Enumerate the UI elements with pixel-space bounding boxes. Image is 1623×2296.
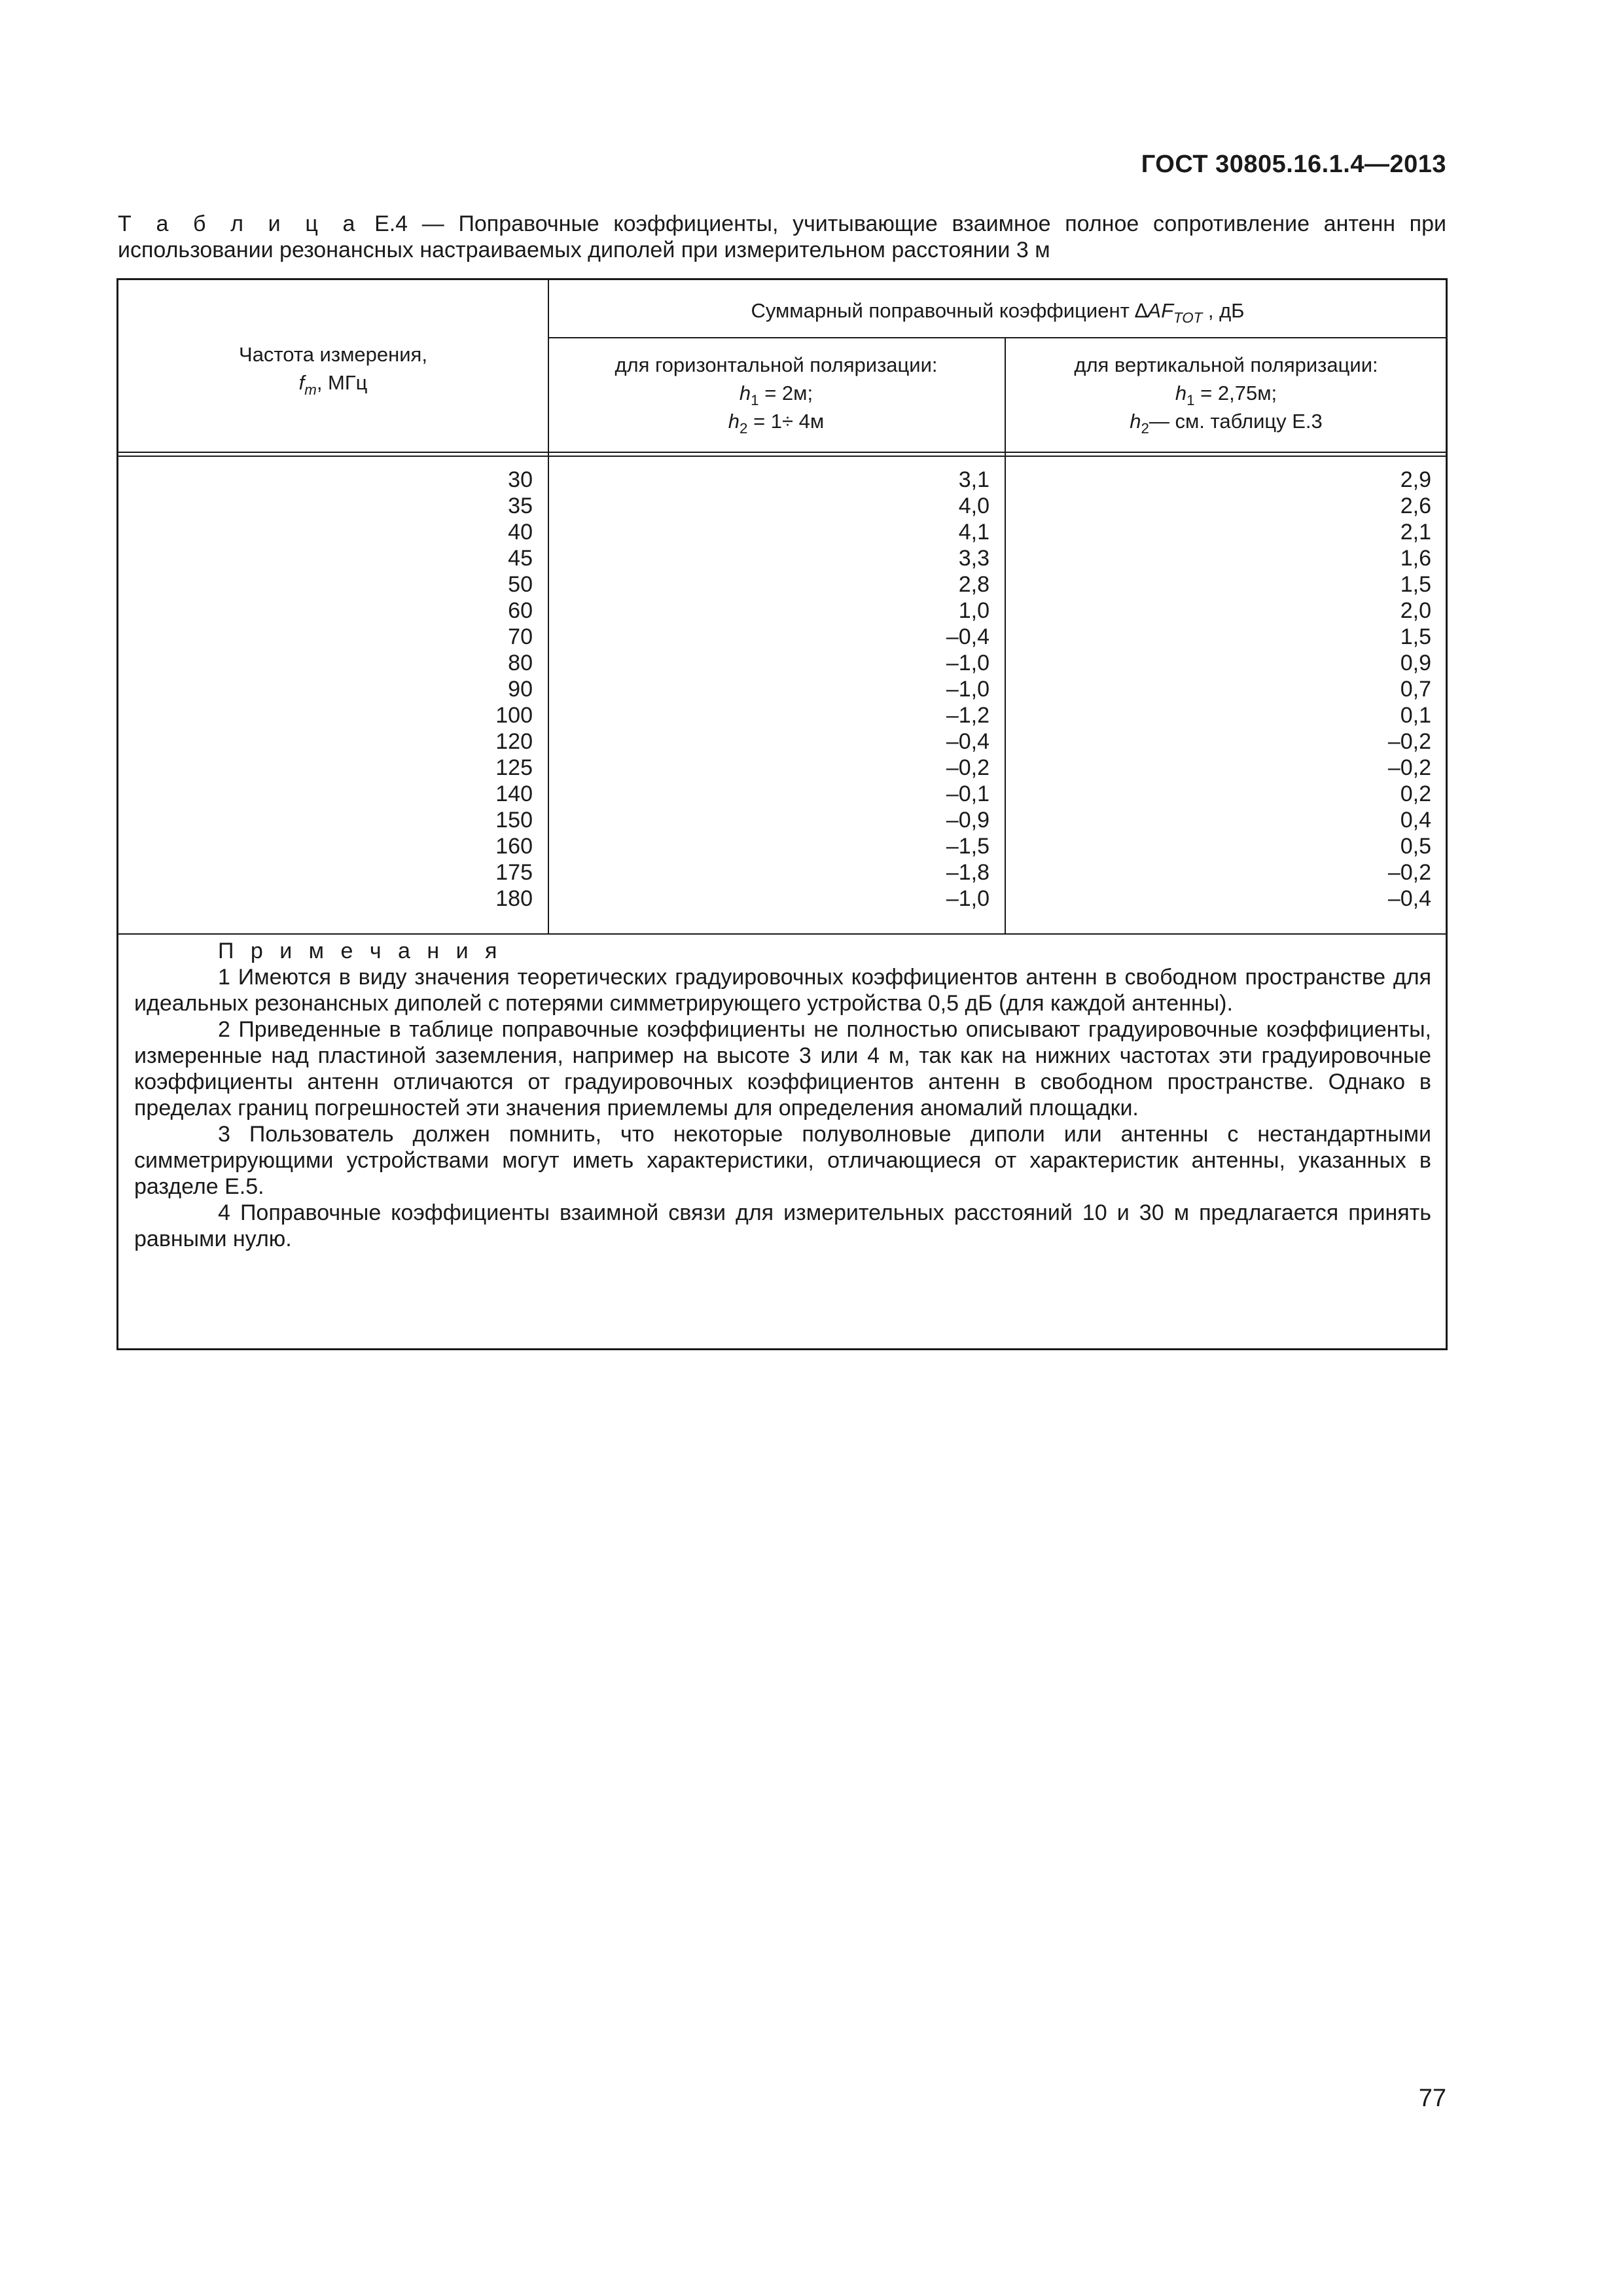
data-bottom-line — [118, 933, 1446, 935]
header-vertical — [1005, 351, 1448, 435]
note-item: 4 Поправочные коэффициенты взаимной связи для измерительных расстояний 10 и 30 м предлагается принять равными нулю. — [134, 1200, 1431, 1251]
frequency-cell: 60 — [508, 598, 533, 623]
frequency-cell: 45 — [508, 546, 533, 571]
vertical-value-cell: –0,4 — [1387, 886, 1431, 911]
frequency-cell: 70 — [508, 624, 533, 649]
vertical-value-cell: 2,1 — [1400, 520, 1431, 545]
header-bottom-line — [118, 452, 1446, 453]
total-symbol: AF — [1147, 299, 1174, 322]
total-unit: , дБ — [1202, 299, 1245, 322]
frequency-cell: 150 — [495, 808, 533, 833]
frequency-cell: 30 — [508, 467, 533, 492]
header-bottom-line — [118, 456, 1446, 457]
vertical-value-cell: 2,0 — [1400, 598, 1431, 623]
frequency-cell: 160 — [495, 834, 533, 859]
notes-title: П р и м е ч а н и я — [218, 939, 503, 963]
note-item: 2 Приведенные в таблице поправочные коэффициенты не полностью описывают градуировочные коэффициенты, измеренные над пластиной заземления, например на высоте 3 или 4 м, так как на нижних частотах эти градуировочные коэффициенты антенн отличаются от градуировочных коэффициентов антенн в свободном пространстве. Однако в пределах границ погрешностей эти значения приемлемы для определения аномалий площадки. — [134, 1017, 1431, 1121]
horizontal-value-cell: 2,8 — [958, 572, 990, 597]
frequency-cell: 40 — [508, 520, 533, 545]
vertical-label: для вертикальной поляризации: — [1074, 353, 1378, 376]
header-frequency — [118, 340, 548, 397]
correction-table — [116, 278, 1448, 1350]
table-caption — [118, 211, 1446, 263]
notes-block — [134, 938, 1431, 1252]
frequency-cell: 175 — [495, 860, 533, 885]
vertical-h2 — [1005, 407, 1448, 435]
h1-sub: 1 — [751, 391, 759, 408]
frequency-cell: 80 — [508, 651, 533, 675]
horizontal-value-cell: –0,4 — [946, 729, 990, 754]
header-frequency-unit — [118, 368, 548, 397]
horizontal-value-cell: –1,8 — [946, 860, 990, 885]
header-frequency-label: Частота измерения, — [239, 343, 427, 366]
vertical-value-cell: –0,2 — [1387, 755, 1431, 780]
horizontal-value-cell: 4,1 — [958, 520, 990, 545]
vertical-value-cell: 0,9 — [1400, 651, 1431, 675]
frequency-cell: 180 — [495, 886, 533, 911]
h2-symbol: h — [728, 410, 740, 433]
horizontal-value-cell: –1,2 — [946, 703, 990, 728]
vertical-column — [1005, 467, 1431, 912]
horizontal-h1 — [548, 379, 1005, 407]
h2-symbol: h — [1130, 410, 1141, 433]
horizontal-column — [548, 467, 990, 912]
h2-value: — см. таблицу Е.3 — [1149, 410, 1323, 433]
h1-value: = 2м; — [758, 382, 813, 404]
vertical-value-cell: 0,7 — [1400, 677, 1431, 702]
horizontal-value-cell: –1,5 — [946, 834, 990, 859]
vertical-value-cell: 0,2 — [1400, 781, 1431, 806]
total-symbol-sub: TOT — [1173, 309, 1203, 326]
horizontal-label: для горизонтальной поляризации: — [615, 353, 938, 376]
h2-value: = 1÷ 4м — [747, 410, 825, 433]
vertical-value-cell: 1,5 — [1400, 572, 1431, 597]
h1-value: = 2,75м; — [1194, 382, 1277, 404]
vertical-value-cell: –0,2 — [1387, 860, 1431, 885]
frequency-cell: 90 — [508, 677, 533, 702]
caption-lead: Т а б л и ц а — [118, 211, 361, 236]
horizontal-value-cell: 3,1 — [958, 467, 990, 492]
note-item: 3 Пользователь должен помнить, что некоторые полуволновые диполи или антенны с нестандартными симметрирующими устройствами могут иметь характеристики, отличающиеся от характеристик антенны, указанных в разделе Е.5. — [134, 1122, 1431, 1199]
freq-unit: , МГц — [316, 371, 368, 394]
horizontal-value-cell: 3,3 — [958, 546, 990, 571]
horizontal-value-cell: –0,4 — [946, 624, 990, 649]
horizontal-value-cell: –1,0 — [946, 886, 990, 911]
header-divider — [548, 337, 1448, 338]
vertical-value-cell: –0,2 — [1387, 729, 1431, 754]
header-total-correction — [548, 296, 1448, 325]
horizontal-value-cell: –0,1 — [946, 781, 990, 806]
document-code: ГОСТ 30805.16.1.4—2013 — [1141, 151, 1446, 178]
vertical-value-cell: 2,9 — [1400, 467, 1431, 492]
horizontal-value-cell: 4,0 — [958, 493, 990, 518]
vertical-value-cell: 0,5 — [1400, 834, 1431, 859]
horizontal-value-cell: –0,2 — [946, 755, 990, 780]
horizontal-value-cell: –1,0 — [946, 651, 990, 675]
freq-symbol-sub: m — [304, 381, 317, 398]
h2-sub: 2 — [1141, 420, 1149, 437]
vertical-h1 — [1005, 379, 1448, 407]
horizontal-h2 — [548, 407, 1005, 435]
horizontal-value-cell: 1,0 — [958, 598, 990, 623]
vertical-value-cell: 2,6 — [1400, 493, 1431, 518]
freq-symbol: f — [298, 371, 305, 394]
vertical-value-cell: 1,5 — [1400, 624, 1431, 649]
total-label: Суммарный поправочный коэффициент ∆ — [751, 299, 1148, 322]
h2-sub: 2 — [740, 420, 748, 437]
h1-symbol: h — [1175, 382, 1187, 404]
frequency-cell: 140 — [495, 781, 533, 806]
header-horizontal — [548, 351, 1005, 435]
vertical-value-cell: 0,1 — [1400, 703, 1431, 728]
page-number: 77 — [1418, 2085, 1446, 2112]
frequency-cell: 100 — [495, 703, 533, 728]
caption-text: Е.4 — Поправочные коэффициенты, учитывающие взаимное полное сопротивление антенн при использовании резонансных настраиваемых диполей при измерительном расстоянии 3 м — [118, 211, 1446, 262]
frequency-column — [118, 467, 533, 912]
vertical-value-cell: 0,4 — [1400, 808, 1431, 833]
frequency-cell: 50 — [508, 572, 533, 597]
horizontal-value-cell: –0,9 — [946, 808, 990, 833]
note-item: 1 Имеются в виду значения теоретических градуировочных коэффициентов антенн в свободном пространстве для идеальных резонансных диполей с потерями симметрирующего устройства 0,5 дБ (для каждой антенны). — [134, 965, 1431, 1016]
horizontal-value-cell: –1,0 — [946, 677, 990, 702]
h1-sub: 1 — [1186, 391, 1195, 408]
frequency-cell: 125 — [495, 755, 533, 780]
frequency-cell: 35 — [508, 493, 533, 518]
vertical-value-cell: 1,6 — [1400, 546, 1431, 571]
frequency-cell: 120 — [495, 729, 533, 754]
h1-symbol: h — [739, 382, 751, 404]
